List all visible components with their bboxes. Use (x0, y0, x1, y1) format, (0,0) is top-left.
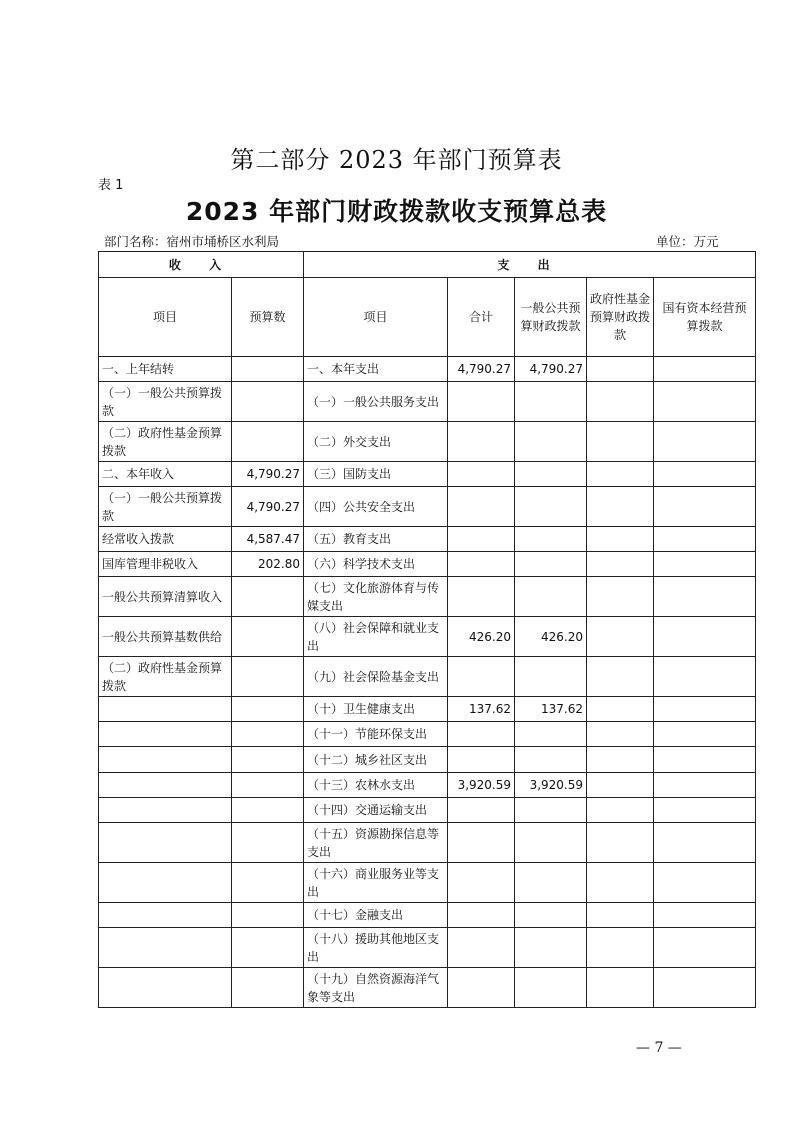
income-budget-cell: 4,790.27 (232, 487, 304, 527)
total-cell: 426.20 (448, 617, 515, 657)
gov-fund-cell (587, 357, 654, 382)
gov-fund-cell (587, 487, 654, 527)
income-budget-cell (232, 747, 304, 773)
income-item-cell: 一般公共预算基数供给 (99, 617, 232, 657)
general-budget-cell: 137.62 (515, 697, 587, 722)
general-budget-cell (515, 798, 587, 823)
table-row (99, 968, 756, 1008)
table-row (99, 863, 756, 903)
income-budget-cell: 202.80 (232, 552, 304, 577)
general-budget-cell: 3,920.59 (515, 773, 587, 798)
general-budget-cell (515, 552, 587, 577)
income-item-cell: （二）政府性基金预算拨款 (99, 422, 232, 462)
total-cell (448, 903, 515, 928)
col-gov-fund: 政府性基金预算财政拨款 (587, 278, 654, 357)
unit-label: 单位：万元 (656, 234, 719, 249)
total-cell: 3,920.59 (448, 773, 515, 798)
page-title: 2023 年部门财政拨款收支预算总表 (185, 197, 608, 226)
gov-fund-cell (587, 422, 654, 462)
income-budget-cell (232, 357, 304, 382)
gov-fund-cell (587, 462, 654, 487)
total-cell (448, 747, 515, 773)
general-budget-cell (515, 422, 587, 462)
total-cell (448, 968, 515, 1008)
income-budget-cell (232, 422, 304, 462)
income-budget-cell (232, 722, 304, 747)
total-cell (448, 552, 515, 577)
income-budget-cell (232, 823, 304, 863)
expense-item-cell: （五）教育支出 (304, 527, 448, 552)
state-capital-cell (654, 928, 756, 968)
income-item-cell (99, 747, 232, 773)
expense-item-cell: （六）科学技术支出 (304, 552, 448, 577)
table-row (99, 823, 756, 863)
income-budget-cell (232, 928, 304, 968)
column-header-row (99, 278, 756, 357)
table-row (99, 798, 756, 823)
gov-fund-cell (587, 617, 654, 657)
state-capital-cell (654, 462, 756, 487)
gov-fund-cell (587, 863, 654, 903)
expense-item-cell: （八）社会保障和就业支出 (304, 617, 448, 657)
page-number: — 7 — (636, 1040, 682, 1056)
state-capital-cell (654, 823, 756, 863)
income-item-cell: 一般公共预算清算收入 (99, 577, 232, 617)
income-item-cell: 一、上年结转 (99, 357, 232, 382)
table-row (99, 552, 756, 577)
general-budget-cell (515, 823, 587, 863)
expense-item-cell: （十六）商业服务业等支出 (304, 863, 448, 903)
col-general-budget: 一般公共预算财政拨款 (515, 278, 587, 357)
total-cell (448, 928, 515, 968)
general-budget-cell (515, 747, 587, 773)
income-budget-cell (232, 903, 304, 928)
income-item-cell (99, 903, 232, 928)
income-item-cell: （二）政府性基金预算拨款 (99, 657, 232, 697)
gov-fund-cell (587, 747, 654, 773)
general-budget-cell (515, 863, 587, 903)
income-budget-cell: 4,587.47 (232, 527, 304, 552)
total-cell (448, 527, 515, 552)
expense-item-cell: （十七）金融支出 (304, 903, 448, 928)
gov-fund-cell (587, 527, 654, 552)
table-row (99, 747, 756, 773)
expense-item-cell: （九）社会保险基金支出 (304, 657, 448, 697)
income-group-header: 收 入 (99, 252, 304, 278)
group-header-row (99, 252, 756, 278)
income-item-cell: 二、本年收入 (99, 462, 232, 487)
table-row (99, 527, 756, 552)
state-capital-cell (654, 747, 756, 773)
total-cell (448, 722, 515, 747)
income-item-cell: （一）一般公共预算拨款 (99, 382, 232, 422)
expense-item-cell: （七）文化旅游体育与传媒支出 (304, 577, 448, 617)
state-capital-cell (654, 697, 756, 722)
total-cell (448, 577, 515, 617)
table-row (99, 928, 756, 968)
table-row (99, 773, 756, 798)
state-capital-cell (654, 903, 756, 928)
income-item-cell (99, 773, 232, 798)
general-budget-cell: 426.20 (515, 617, 587, 657)
state-capital-cell (654, 487, 756, 527)
expense-item-cell: （十四）交通运输支出 (304, 798, 448, 823)
general-budget-cell (515, 657, 587, 697)
income-budget-cell: 4,790.27 (232, 462, 304, 487)
income-budget-cell (232, 697, 304, 722)
budget-table-body (99, 357, 756, 1008)
income-budget-cell (232, 382, 304, 422)
gov-fund-cell (587, 773, 654, 798)
gov-fund-cell (587, 823, 654, 863)
income-item-cell (99, 928, 232, 968)
income-item-cell (99, 697, 232, 722)
gov-fund-cell (587, 382, 654, 422)
expense-item-cell: （十八）援助其他地区支出 (304, 928, 448, 968)
table-row (99, 697, 756, 722)
budget-table (98, 251, 756, 1008)
general-budget-cell (515, 462, 587, 487)
col-expense-item: 项目 (304, 278, 448, 357)
state-capital-cell (654, 527, 756, 552)
state-capital-cell (654, 577, 756, 617)
general-budget-cell (515, 577, 587, 617)
table-row (99, 657, 756, 697)
expense-item-cell: （十二）城乡社区支出 (304, 747, 448, 773)
income-item-cell: 国库管理非税收入 (99, 552, 232, 577)
expense-item-cell: （十）卫生健康支出 (304, 697, 448, 722)
state-capital-cell (654, 552, 756, 577)
state-capital-cell (654, 382, 756, 422)
general-budget-cell (515, 722, 587, 747)
col-income-item: 项目 (99, 278, 232, 357)
expense-item-cell: （三）国防支出 (304, 462, 448, 487)
total-cell (448, 487, 515, 527)
total-cell (448, 462, 515, 487)
total-cell: 4,790.27 (448, 357, 515, 382)
col-total: 合计 (448, 278, 515, 357)
income-item-cell: 经常收入拨款 (99, 527, 232, 552)
gov-fund-cell (587, 968, 654, 1008)
table-row (99, 462, 756, 487)
state-capital-cell (654, 357, 756, 382)
table-number: 表 1 (98, 178, 124, 193)
part-title: 第二部分 2023 年部门预算表 (230, 146, 563, 174)
general-budget-cell (515, 903, 587, 928)
total-cell (448, 422, 515, 462)
state-capital-cell (654, 773, 756, 798)
gov-fund-cell (587, 903, 654, 928)
department-name: 部门名称：宿州市埇桥区水利局 (104, 234, 280, 249)
state-capital-cell (654, 722, 756, 747)
general-budget-cell (515, 487, 587, 527)
table-row (99, 903, 756, 928)
expense-item-cell: （二）外交支出 (304, 422, 448, 462)
income-budget-cell (232, 968, 304, 1008)
gov-fund-cell (587, 798, 654, 823)
general-budget-cell (515, 527, 587, 552)
income-budget-cell (232, 798, 304, 823)
expense-item-cell: （十三）农林水支出 (304, 773, 448, 798)
gov-fund-cell (587, 722, 654, 747)
total-cell (448, 382, 515, 422)
expense-item-cell: （十九）自然资源海洋气象等支出 (304, 968, 448, 1008)
expense-item-cell: （十一）节能环保支出 (304, 722, 448, 747)
income-budget-cell (232, 577, 304, 617)
col-state-capital: 国有资本经营预算拨款 (654, 278, 756, 357)
general-budget-cell: 4,790.27 (515, 357, 587, 382)
gov-fund-cell (587, 697, 654, 722)
total-cell (448, 863, 515, 903)
income-item-cell (99, 968, 232, 1008)
table-row (99, 357, 756, 382)
income-item-cell (99, 722, 232, 747)
table-row (99, 487, 756, 527)
general-budget-cell (515, 968, 587, 1008)
expense-item-cell: （一）一般公共服务支出 (304, 382, 448, 422)
expense-item-cell: 一、本年支出 (304, 357, 448, 382)
income-item-cell: （一）一般公共预算拨款 (99, 487, 232, 527)
general-budget-cell (515, 928, 587, 968)
total-cell (448, 823, 515, 863)
state-capital-cell (654, 657, 756, 697)
state-capital-cell (654, 798, 756, 823)
income-budget-cell (232, 657, 304, 697)
gov-fund-cell (587, 657, 654, 697)
state-capital-cell (654, 968, 756, 1008)
gov-fund-cell (587, 928, 654, 968)
state-capital-cell (654, 422, 756, 462)
state-capital-cell (654, 617, 756, 657)
income-item-cell (99, 798, 232, 823)
total-cell (448, 657, 515, 697)
table-row (99, 577, 756, 617)
state-capital-cell (654, 863, 756, 903)
income-budget-cell (232, 617, 304, 657)
col-income-budget: 预算数 (232, 278, 304, 357)
expense-item-cell: （十五）资源勘探信息等支出 (304, 823, 448, 863)
total-cell (448, 798, 515, 823)
table-row (99, 422, 756, 462)
income-budget-cell (232, 863, 304, 903)
expense-group-header: 支 出 (304, 252, 756, 278)
table-row (99, 722, 756, 747)
gov-fund-cell (587, 577, 654, 617)
general-budget-cell (515, 382, 587, 422)
income-item-cell (99, 863, 232, 903)
total-cell: 137.62 (448, 697, 515, 722)
expense-item-cell: （四）公共安全支出 (304, 487, 448, 527)
income-item-cell (99, 823, 232, 863)
table-row (99, 382, 756, 422)
table-row (99, 617, 756, 657)
income-budget-cell (232, 773, 304, 798)
gov-fund-cell (587, 552, 654, 577)
